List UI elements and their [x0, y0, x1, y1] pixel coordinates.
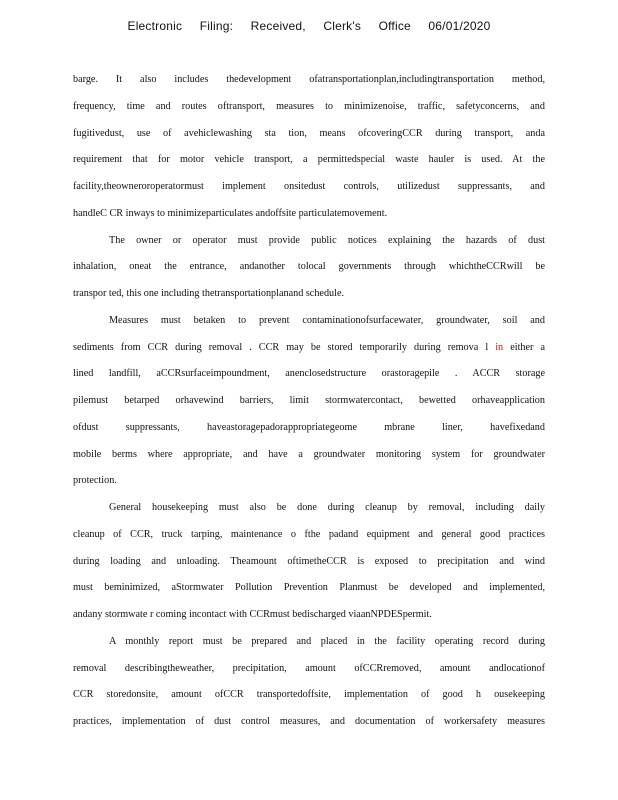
text-line: inhalation, oneat the entrance, andanother tolocal governments through whichtheCCRwill be — [73, 261, 545, 273]
text-line: lined landfill, aCCRsurfaceimpoundment, anenclosedstructure orastoragepile . ACCR storage — [73, 368, 545, 380]
text-line: General housekeeping must also be done during cleanup by removal, including daily — [109, 502, 545, 513]
text-line: cleanup of CCR, truck tarping, maintenance o fthe padand equipment and general good practices — [73, 528, 545, 540]
text-segment: either a — [503, 341, 545, 353]
text-line: A monthly report must be prepared and placed in the facility operating record during — [109, 635, 545, 647]
text-line: CCR storedonsite, amount ofCCR transportedoffsite, implementation of good h ousekeeping — [73, 689, 545, 701]
body-text — [73, 67, 545, 736]
text-line: during loading and unloading. Theamount oftimetheCCR is exposed to precipitation and wind — [73, 555, 545, 567]
text-segment: sediments from CCR during removal . CCR may be stored temporarily during remova l — [73, 341, 496, 353]
text-line: fugitivedust, use of avehiclewashing sta tion, means ofcoveringCCR during transport, anda — [73, 127, 545, 139]
text-line: barge. It also includes thedevelopment ofatransportationplan,includingtransportation method, — [73, 74, 545, 85]
text-line: pilemust betarped orhavewind barriers, limit stormwatercontact, bewetted orhaveapplication — [73, 395, 545, 406]
filing-header: Electronic Filing: Received, Clerk's Office 06/01/2020 — [127, 19, 491, 33]
text-line: facility,theowneroroperatormust implement onsitedust controls, utilizedust suppressants, and — [73, 181, 545, 192]
text-line: ofdust suppressants, haveastoragepadorappropriategeome mbrane liner, havefixedand — [73, 421, 545, 433]
text-line: requirement that for motor vehicle transport, a permittedspecial waste hauler is used. At the — [73, 154, 545, 166]
text-line: practices, implementation of dust control measures, and documentation of workersafety measures — [73, 716, 545, 727]
text-line: removal describingtheweather, precipitation, amount ofCCRremoved, amount andlocationof — [73, 662, 545, 674]
text-line: handleC CR inways to minimizeparticulates andoffsite particulatemovement. — [73, 207, 388, 219]
text-line: mobile berms where appropriate, and have a groundwater monitoring system for groundwater — [73, 448, 545, 460]
text-line: andany stormwate r coming incontact with CCRmust bedischarged viaanNPDESpermit. — [73, 609, 432, 620]
text-line — [73, 335, 545, 362]
text-line: Measures must betaken to prevent contaminationofsurfacewater, groundwater, soil and — [109, 314, 545, 326]
text-line: frequency, time and routes oftransport, measures to minimizenoise, traffic, safetyconcerns, and — [73, 100, 545, 112]
text-line: transpor ted, this one including thetransportationplanand schedule. — [73, 288, 345, 299]
text-line: must beminimized, aStormwater Pollution Prevention Planmust be developed and implemented, — [73, 582, 545, 594]
text-line: The owner or operator must provide public notices explaining the hazards of dust — [109, 234, 545, 246]
text-line: protection. — [73, 475, 117, 487]
highlighted-text: in — [495, 341, 504, 353]
